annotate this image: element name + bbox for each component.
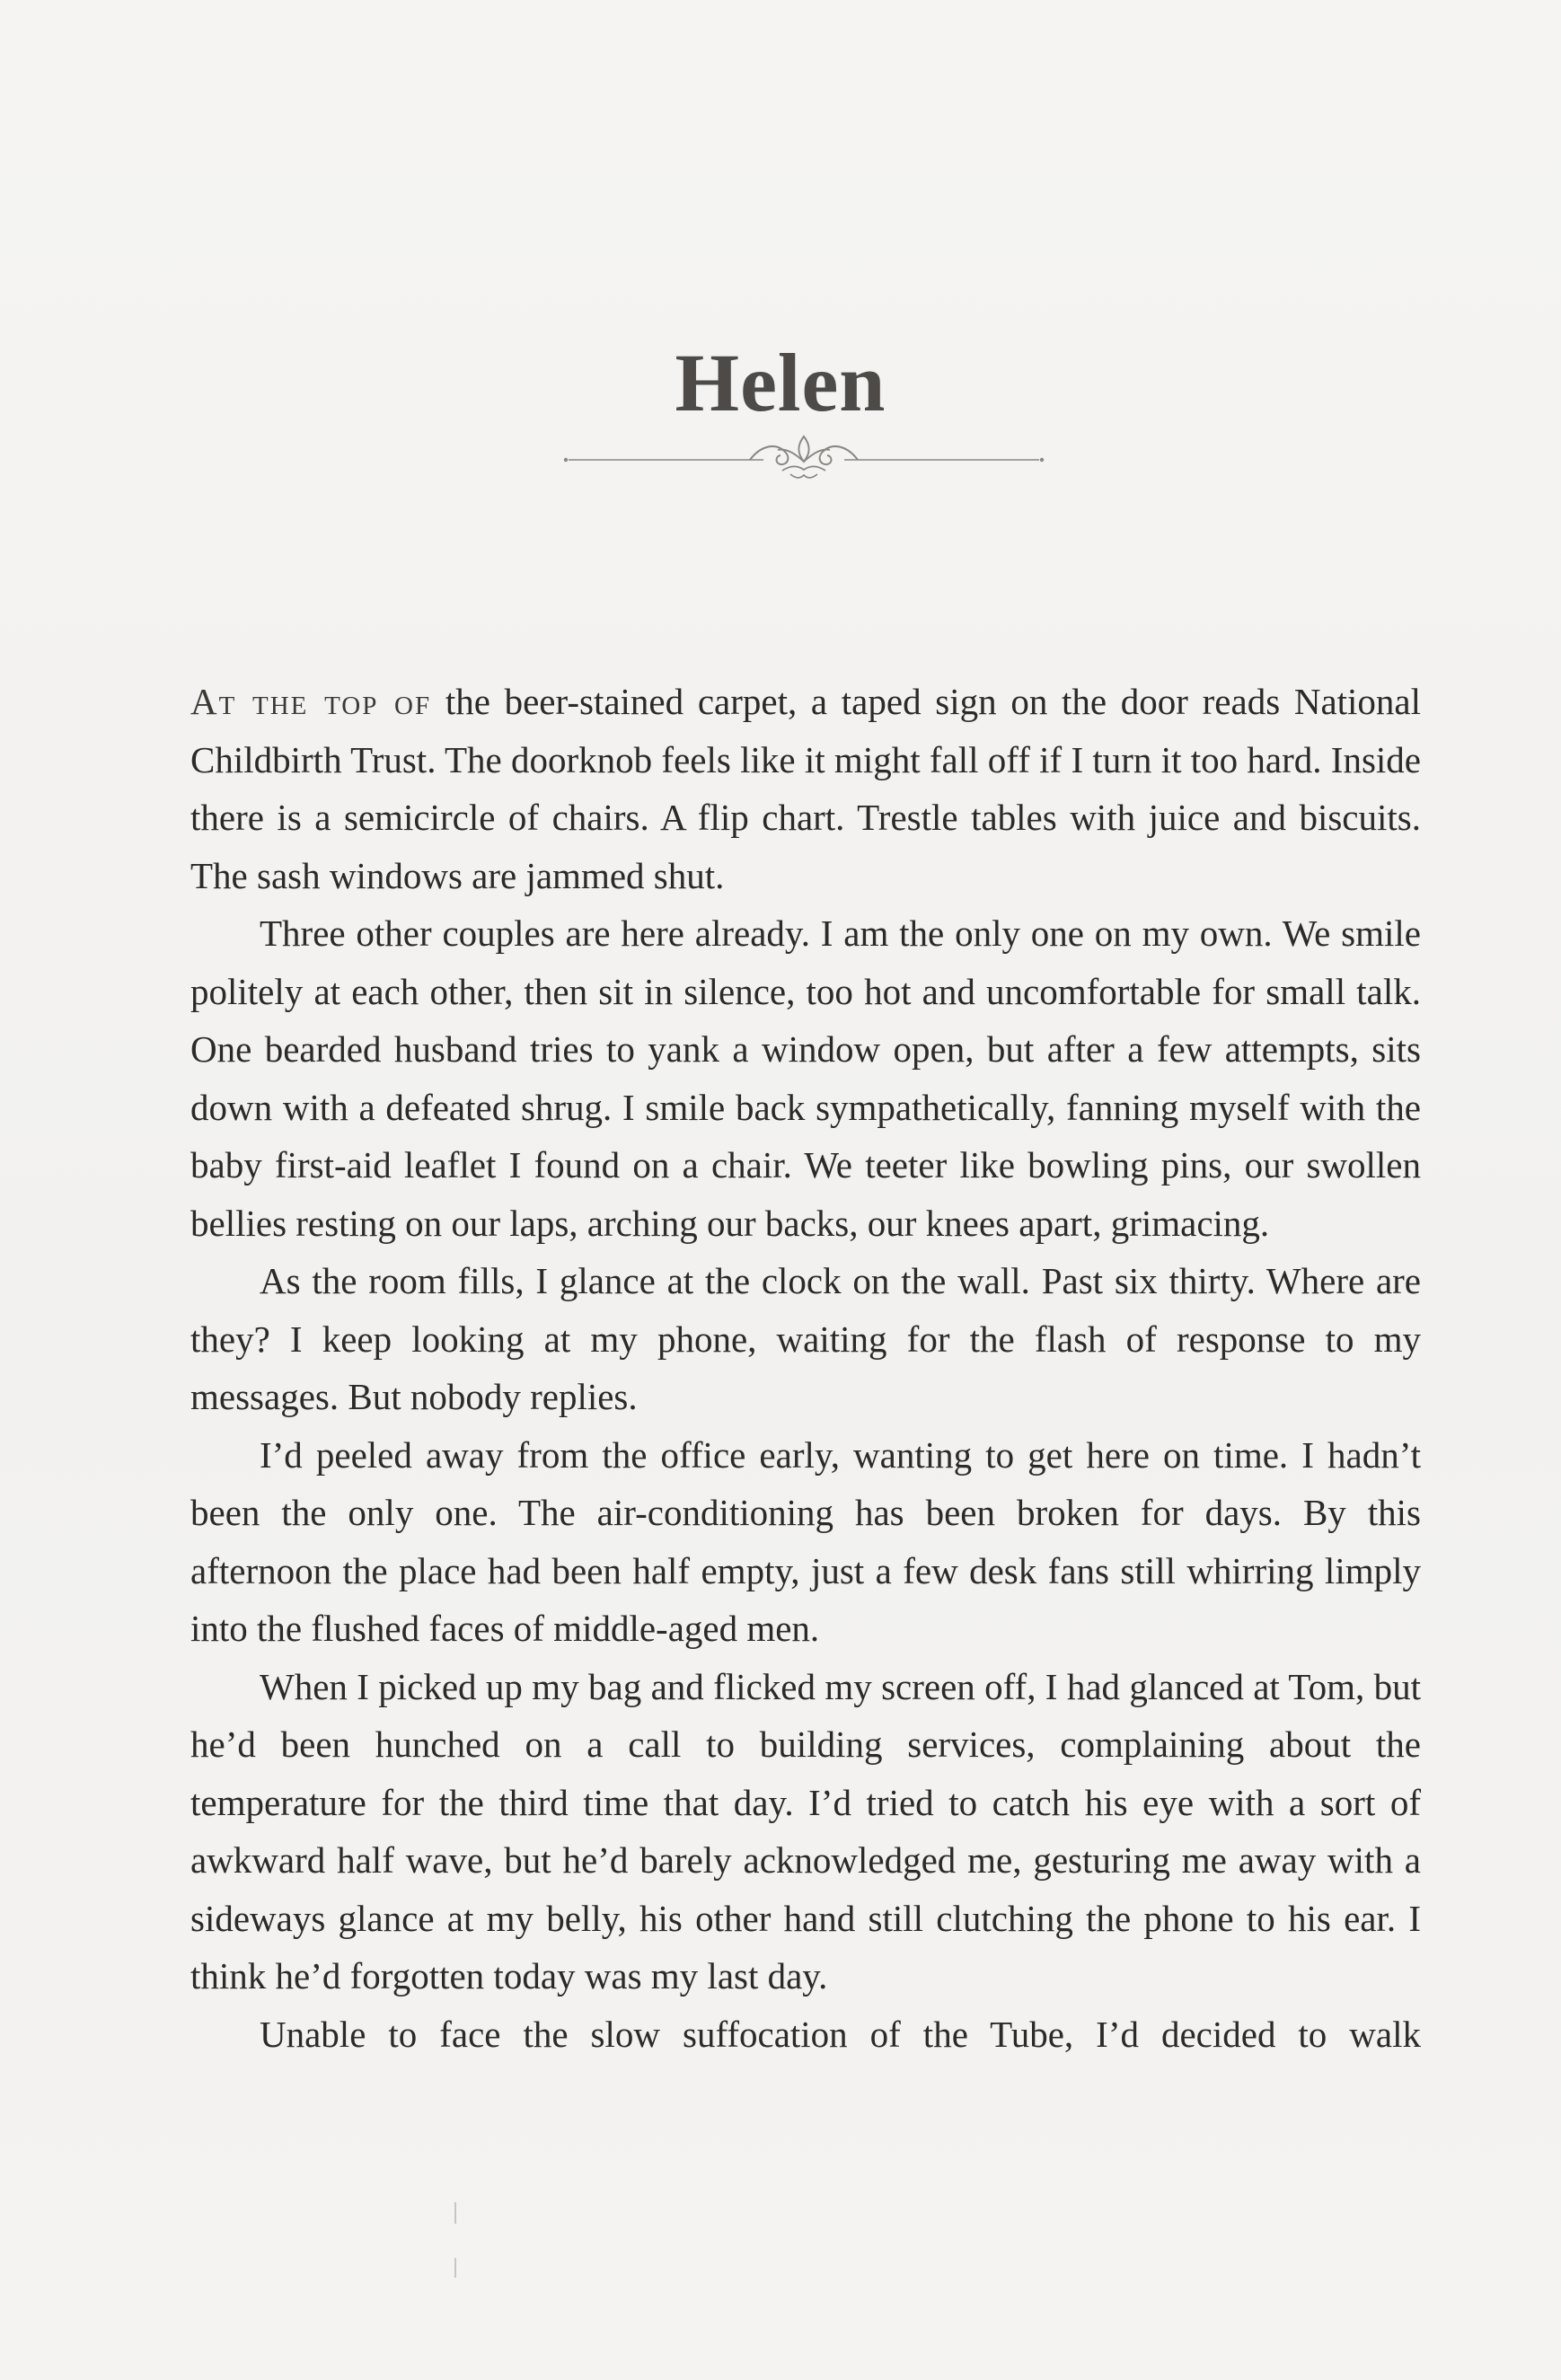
paragraph-1-text: the beer-stained carpet, a taped sign on the door reads National Childbirth Trust. The doorknob feels like it might fall off if I turn it too hard. Inside there is a semicircle of chairs. A flip chart. Trestle tables with juice and biscuits. The sash windows are jammed shut. — [190, 681, 1422, 896]
paragraph-1 — [190, 673, 1421, 904]
paragraph-2: Three other couples are here already. I am the only one on my own. We smile politely at each other, then sit in silence, too hot and uncomfortable for small talk. One bearded husband tries to yank a window open, but after a few attempts, sits down with a defeated shrug. I smile back sympathetically, fanning myself with the baby first-aid leaflet I found on a chair. We teeter like bowling pins, our swollen bellies resting on our laps, arching our backs, our knees apart, grimacing. — [190, 912, 1421, 1244]
opening-smallcaps: At the top of — [190, 681, 432, 722]
paragraph-5: When I picked up my bag and flicked my screen off, I had glanced at Tom, but he’d been hunched on a call to building services, complaining about the temperature for the third time that day. I’d tried to catch his eye with a sort of awkward half wave, but he’d barely acknowledged me, gesturing me away with a sideways glance at my belly, his other hand still clutching the phone to his ear. I think he’d forgotten today was my last day. — [190, 1665, 1421, 1997]
paragraph-4: I’d peeled away from the office early, wanting to get here on time. I hadn’t been the only one. The air-conditioning has been broken for days. By this afternoon the place had been half empty, just a few desk fans still whirring limply into the flushed faces of middle-aged men. — [190, 1433, 1421, 1649]
flourish-divider-icon — [561, 413, 1046, 494]
paragraph-3: As the room fills, I glance at the clock on the wall. Past six thirty. Where are they? I keep looking at my phone, waiting for the flash of response to my messages. But nobody replies. — [190, 1260, 1421, 1417]
scan-mark — [454, 2202, 456, 2224]
scan-mark — [454, 2258, 456, 2278]
chapter-body — [190, 673, 1421, 2063]
paragraph-6: Unable to face the slow suffocation of the Tube, I’d decided to walk — [260, 2013, 1421, 2055]
chapter-title: Helen — [675, 336, 886, 428]
